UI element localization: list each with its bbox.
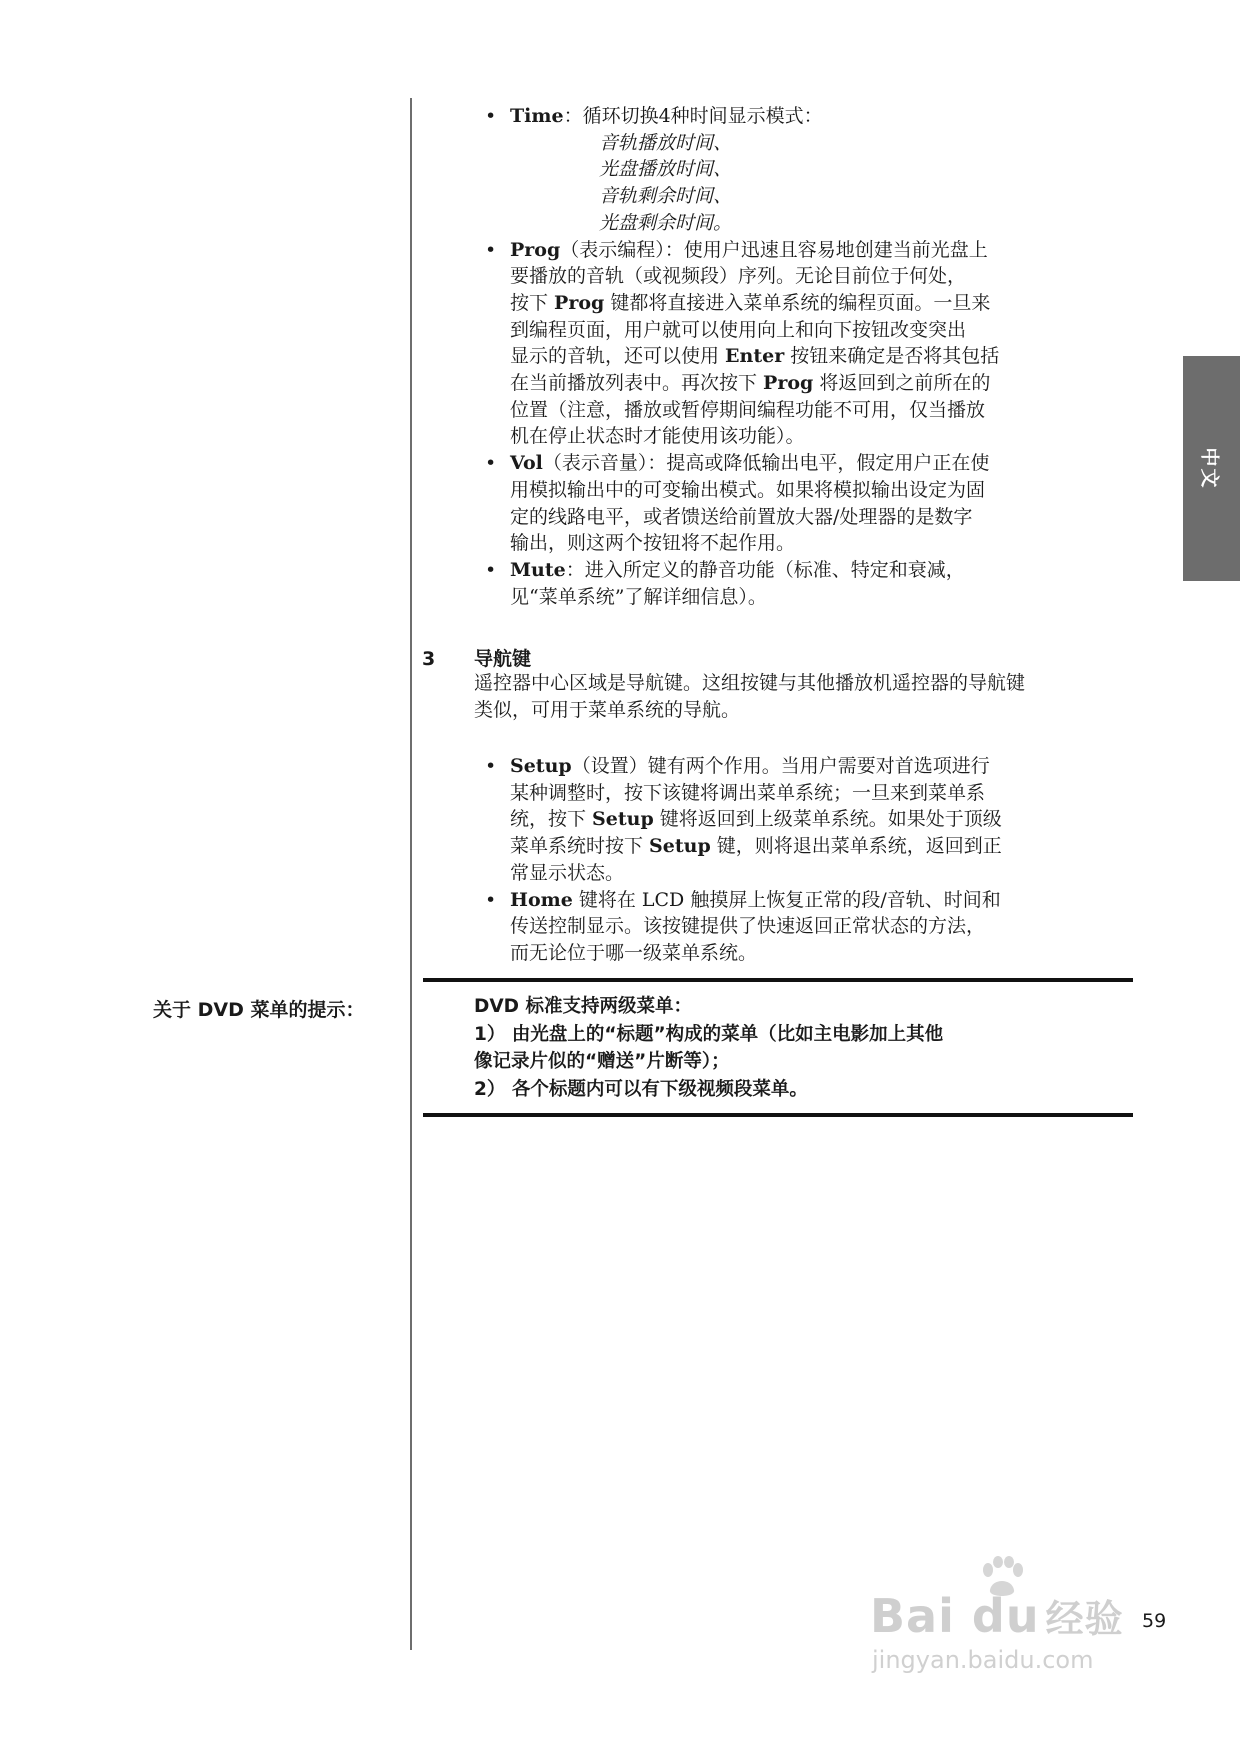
- bullet-text: 定的线路电平，或者馈送给前置放大器/处理器的是数字: [510, 505, 973, 528]
- section-body-line: 类似，可用于菜单系统的导航。: [474, 699, 741, 721]
- bullet-keyword: Setup: [592, 808, 654, 831]
- language-tab: [1183, 356, 1240, 581]
- bullet-dot-icon: •: [485, 452, 497, 475]
- bullet-line: [510, 343, 1105, 370]
- bullet-keyword: Prog: [763, 372, 814, 395]
- time-mode-item: 音轨剩余时间、: [599, 185, 733, 208]
- bullet-text: （设置）键有两个作用。当用户需要对首选项进行: [571, 755, 990, 777]
- bullet-line: [510, 913, 1105, 940]
- note-line: DVD 标准支持两级菜单：: [474, 996, 692, 1017]
- bullet-text: 将返回到之前所在的: [813, 372, 991, 395]
- language-tab-label: 中文: [1198, 447, 1221, 490]
- bullet-line: [510, 370, 1105, 397]
- bullet-line: [510, 753, 1105, 780]
- bullet-keyword: Time: [510, 105, 564, 127]
- bullet-text: ：进入所定义的静音功能（标准、特定和衰减，: [565, 558, 965, 581]
- bullet-keyword: Prog: [510, 238, 561, 261]
- bullet-text: 键将返回到上级菜单系统。如果处于顶级: [653, 808, 1002, 831]
- section-title: 导航键: [474, 648, 532, 670]
- bullet-line: [510, 477, 1105, 504]
- baidu-watermark: [870, 1556, 1170, 1676]
- bullet-line: [510, 584, 1105, 611]
- bullet-text: 菜单系统时按下: [510, 835, 650, 858]
- note-bottom-rule: [423, 1113, 1133, 1117]
- bullet-line: [510, 887, 1105, 914]
- bullet-text: 机在停止状态时才能使用该功能）。: [510, 425, 805, 448]
- bullet-line: [510, 397, 1105, 424]
- watermark-brand: Bai du 经验: [870, 1589, 1124, 1643]
- bullet-line: [510, 290, 1105, 317]
- bullet-line: [510, 263, 1105, 290]
- bullet-keyword: Setup: [510, 755, 572, 777]
- bullet-text: 常显示状态。: [510, 861, 625, 884]
- note-line: 2） 各个标题内可以有下级视频段菜单。: [474, 1078, 808, 1100]
- list-item: [485, 103, 1105, 237]
- section-number: 3: [422, 648, 436, 670]
- note-line: 像记录片似的“赠送”片断等）；: [474, 1051, 730, 1072]
- bullet-keyword: Home: [510, 888, 573, 911]
- bullet-text: 键将在 LCD 触摸屏上恢复正常的段/音轨、时间和: [572, 888, 1001, 911]
- section-body-line: 遥控器中心区域是导航键。这组按键与其他播放机遥控器的导航键: [474, 672, 1026, 694]
- bullet-text: 而无论位于哪一级菜单系统。: [510, 941, 758, 964]
- note-line: 1） 由光盘上的“标题”构成的菜单（比如主电影加上其他: [474, 1023, 944, 1045]
- bullet-dot-icon: •: [485, 888, 497, 911]
- list-item: [485, 237, 1105, 451]
- bullet-dot-icon: •: [485, 105, 497, 127]
- bullet-line: [510, 530, 1105, 557]
- bullet-keyword: Mute: [510, 558, 566, 581]
- bullet-keyword: Prog: [554, 291, 605, 314]
- list-item: [485, 753, 1105, 887]
- bullet-text: 用模拟输出中的可变输出模式。如果将模拟输出设定为固: [510, 478, 986, 501]
- bullet-line: [510, 423, 1105, 450]
- bullet-text: 按钮来确定是否将其包括: [784, 345, 1000, 368]
- bullet-text: 到编程页面，用户就可以使用向上和向下按钮改变突出: [510, 318, 967, 341]
- bullet-text: 传送控制显示。该按键提供了快速返回正常状态的方法，: [510, 915, 986, 938]
- note-box: [474, 993, 1114, 1103]
- bullet-text: 键都将直接进入菜单系统的编程页面。一旦来: [604, 291, 991, 314]
- bullet-line: [510, 450, 1105, 477]
- time-mode-item: 光盘剩余时间。: [599, 211, 733, 234]
- note-label: 关于 DVD 菜单的提示：: [153, 999, 365, 1021]
- bullet-text: 要播放的音轨（或视频段）序列。无论目前位于何处，: [510, 265, 967, 288]
- bullet-text: 在当前播放列表中。再次按下: [510, 372, 764, 395]
- bullet-text: 输出，则这两个按钮将不起作用。: [510, 532, 796, 555]
- bullet-text: ：循环切换4种时间显示模式：: [563, 105, 823, 127]
- bullet-keyword: Setup: [649, 835, 711, 858]
- bullet-list-navigation: [485, 753, 1105, 967]
- list-item: [485, 557, 1105, 610]
- bullet-list-buttons: [485, 103, 1105, 610]
- bullet-line: [510, 940, 1105, 967]
- bullet-text: 位置（注意，播放或暂停期间编程功能不可用，仅当播放: [510, 398, 986, 421]
- bullet-line: [510, 557, 1105, 584]
- bullet-line: [510, 237, 1105, 264]
- bullet-text: 统，按下: [510, 808, 593, 831]
- page-number: 59: [1142, 1610, 1167, 1632]
- bullet-text: 见“菜单系统”了解详细信息）。: [510, 585, 767, 608]
- bullet-text: 显示的音轨，还可以使用: [510, 345, 726, 368]
- bullet-line: [510, 860, 1105, 887]
- bullet-text: 按下: [510, 291, 555, 314]
- bullet-dot-icon: •: [485, 755, 497, 777]
- bullet-line: [510, 780, 1105, 807]
- watermark-url: jingyan.baidu.com: [872, 1646, 1094, 1674]
- time-mode-list: [599, 130, 1105, 237]
- section-body: [474, 670, 1154, 724]
- bullet-text: （表示编程）：使用户迅速且容易地创建当前光盘上: [560, 238, 988, 261]
- note-top-rule: [423, 978, 1133, 982]
- bullet-text: （表示音量）：提高或降低输出电平，假定用户正在使: [542, 452, 990, 475]
- bullet-text: 键，则将退出菜单系统，返回到正: [710, 835, 1002, 858]
- section-heading: [422, 644, 1142, 671]
- list-item: [485, 887, 1105, 967]
- bullet-line: [510, 317, 1105, 344]
- bullet-dot-icon: •: [485, 238, 497, 261]
- bullet-dot-icon: •: [485, 558, 497, 581]
- bullet-text: 某种调整时，按下该键将调出菜单系统；一旦来到菜单系: [510, 781, 986, 804]
- bullet-line: [510, 504, 1105, 531]
- bullet-line: [510, 833, 1105, 860]
- list-item: [485, 450, 1105, 557]
- bullet-line: [510, 806, 1105, 833]
- time-mode-item: 光盘播放时间、: [599, 158, 733, 181]
- bullet-keyword: Vol: [510, 452, 543, 475]
- bullet-keyword: Enter: [725, 345, 785, 368]
- time-mode-item: 音轨播放时间、: [599, 131, 733, 154]
- column-divider: [410, 98, 412, 1650]
